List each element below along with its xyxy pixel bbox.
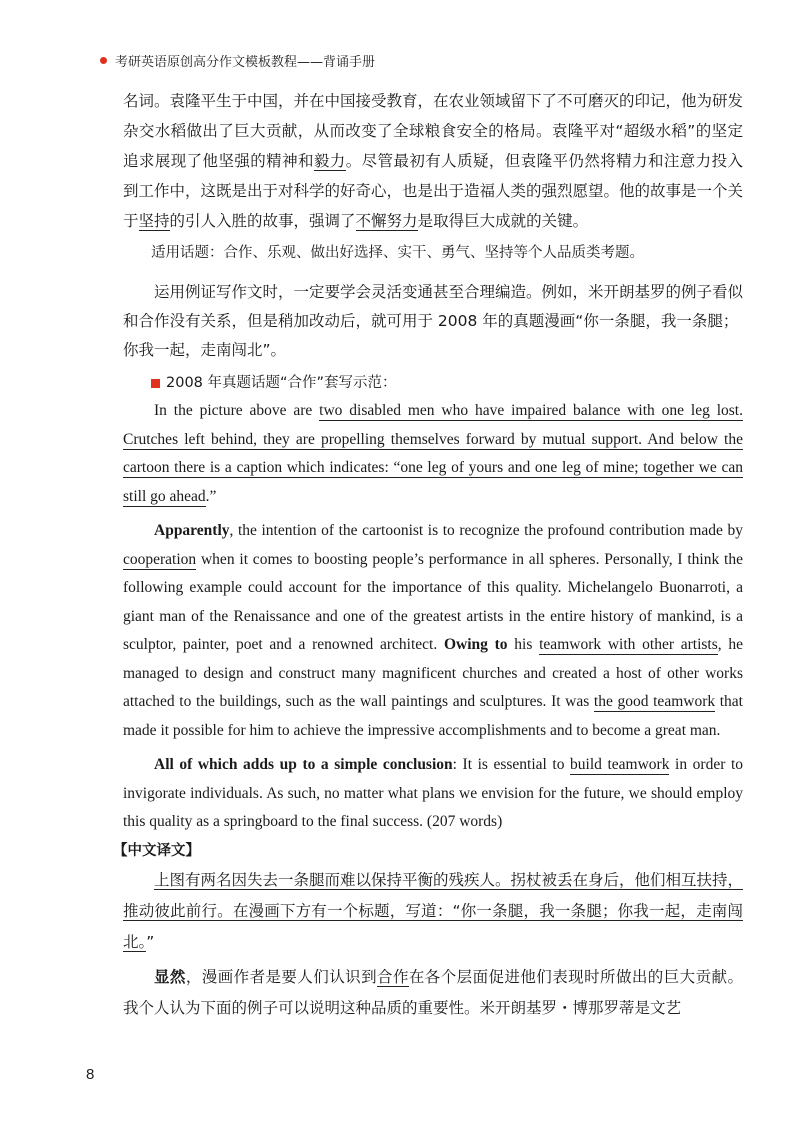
bullet-dot-icon <box>100 57 107 64</box>
essay-paragraph-3 <box>123 751 743 837</box>
essay-p3-bold: All of which adds up to a simple conclusion <box>154 756 453 773</box>
intro-text-3: 的引人入胜的故事，强调了 <box>169 212 356 230</box>
essay-p2-bold-2: Owing to <box>443 636 508 653</box>
translation-p1-text: ” <box>146 932 155 951</box>
header-title: 考研英语原创高分作文模板教程——背诵手册 <box>115 55 376 70</box>
intro-underline-effort: 不懈努力 <box>355 212 418 230</box>
translation-p2-bold: 显然 <box>154 967 186 986</box>
essay-p3-underline: build teamwork <box>570 756 670 773</box>
square-bullet-icon <box>151 379 160 388</box>
tip-paragraph: 运用例证写作文时，一定要学会灵活变通甚至合理编造。例如，米开朗基罗的例子看似和合作没有关系，但是稍加改动后，就可用于 2008 年的真题漫画“你一条腿，我一条腿；你我一起，走南闯北”。 <box>123 283 744 359</box>
essay-p1-text-1: In the picture above are <box>154 402 320 419</box>
intro-text-4: 是取得巨大成就的关键。 <box>417 212 589 230</box>
translation-paragraph-1 <box>123 865 743 958</box>
intro-underline-persistence: 坚持 <box>138 212 170 230</box>
intro-text-1: 名词。袁隆平生于中国，并在中国接受教育，在农业领域留下了不可磨灭的印记，他为研发杂交水稻做出了巨大贡献，从而改变了全球粮食安全的格局。袁隆平对“超级水稻”的坚定追求展现了他坚强的精神和 <box>123 92 744 170</box>
essay-p3-text-2: in order to invigorate individuals. As such, no matter what plans we envision for the future, we should employ this quality as a springboard to the final success. (207 words) <box>123 756 743 830</box>
intro-underline-perseverance: 毅力 <box>313 152 346 170</box>
running-header <box>100 51 375 70</box>
essay-p3-text-1: : It is essential to <box>452 756 571 773</box>
essay-p2-text-3: his <box>507 636 540 653</box>
essay-p2-text-1: , the intention of the cartoonist is to recognize the profound contribution made by <box>229 522 743 539</box>
page-content <box>113 86 744 1024</box>
essay-p1-underline: two disabled men who have impaired balance with one leg lost. Crutches left behind, they are propelling themselves forward by mutual support. And below the cartoon there is a caption which indicates: “one leg of yours and one leg of mine; together we can still go ahead <box>123 402 743 505</box>
essay-p2-bold-1: Apparently <box>154 522 230 539</box>
essay-p2-underline-1: cooperation <box>123 550 197 568</box>
essay-p2-text-4: , he managed to design and construct many magnificent churches and created a host of other works attached to the buildings, such as the wall paintings and sculptures. It was <box>123 636 744 710</box>
translation-p1-underline: 上图有两名因失去一条腿而难以保持平衡的残疾人。拐杖被丢在身后，他们相互扶持，推动彼此前行。在漫画下方有一个标题，写道：“你一条腿，我一条腿；你我一起，走南闯北。 <box>123 870 744 951</box>
essay-paragraph-1 <box>123 397 743 511</box>
translation-p2-text-2: 在各个层面促进他们表现时所做出的巨大贡献。我个人认为下面的例子可以说明这种品质的重要性。米开朗基罗・博那罗蒂是文艺 <box>123 967 743 1017</box>
essay-p2-text-2: when it comes to boosting people’s performance in all spheres. Personally, I think the following example could account for the importance of this quality. Michelangelo Buonarroti, a giant man of the Renaissance and one of the greatest artists in the entire history of mankind, is a sculptor, painter, poet and a renowned architect. <box>123 550 743 653</box>
example-title-text: 2008 年真题话题“合作”套写示范： <box>166 375 397 391</box>
translation-p2-underline: 合作 <box>377 967 409 986</box>
translation-paragraph-2 <box>123 962 743 1024</box>
example-title <box>151 369 743 397</box>
essay-p2-underline-3: the good teamwork <box>593 693 716 710</box>
intro-paragraph <box>123 86 743 236</box>
applicable-topics: 适用话题：合作、乐观、做出好选择、实干、勇气、坚持等个人品质类考题。 <box>151 245 644 261</box>
translation-heading: 【中文译文】 <box>113 842 200 859</box>
page-number: 8 <box>86 1066 95 1083</box>
intro-text-2: 。尽管最初有人质疑，但袁隆平仍然将精力和注意力投入到工作中，这既是出于对科学的好奇心，也是出于造福人类的强烈愿望。他的故事是一个关于 <box>123 152 744 230</box>
essay-p2-underline-2: teamwork with other artists <box>539 636 718 653</box>
translation-p2-text-1: ，漫画作者是要人们认识到 <box>185 967 378 986</box>
essay-p1-text-2: .” <box>205 487 217 505</box>
essay-p2-text-5: that made it possible for him to achieve the impressive accomplishments and to become a great man. <box>123 693 743 739</box>
essay-paragraph-2 <box>123 517 743 745</box>
